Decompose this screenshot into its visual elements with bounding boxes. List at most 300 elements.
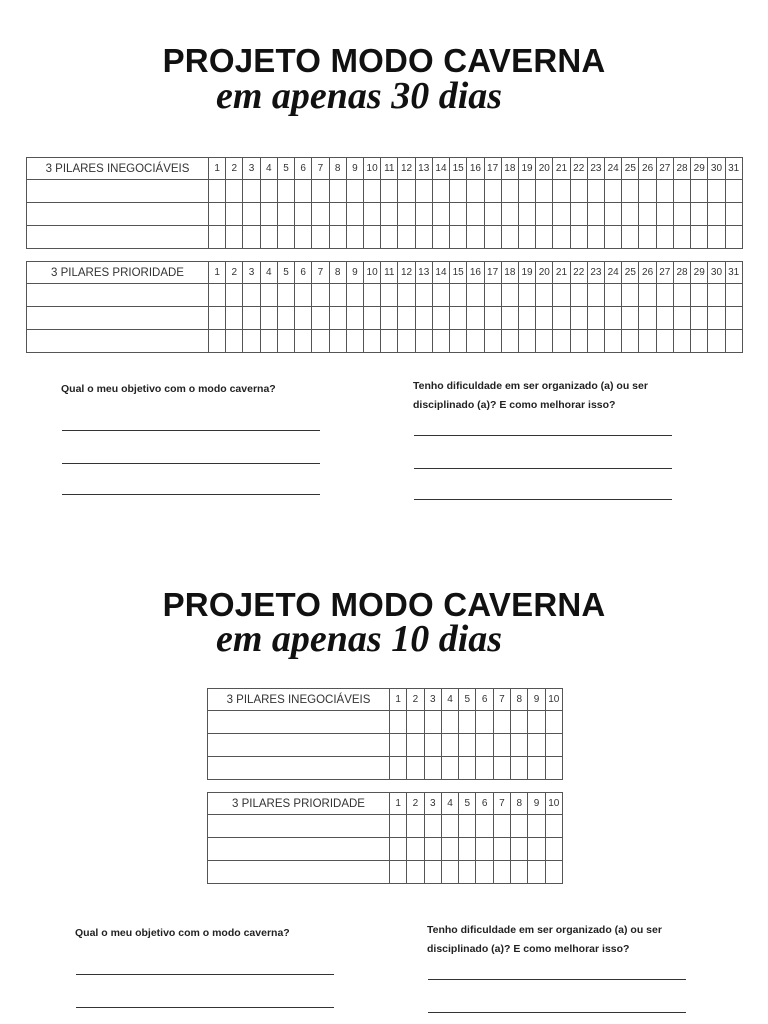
day-checkbox-cell[interactable]	[570, 203, 587, 226]
day-checkbox-cell[interactable]	[501, 203, 518, 226]
day-checkbox-cell[interactable]	[476, 838, 493, 861]
day-checkbox-cell[interactable]	[329, 203, 346, 226]
day-checkbox-cell[interactable]	[528, 815, 545, 838]
day-checkbox-cell[interactable]	[545, 861, 562, 884]
day-checkbox-cell[interactable]	[209, 307, 226, 330]
day-checkbox-cell[interactable]	[467, 307, 484, 330]
day-checkbox-cell[interactable]	[518, 180, 535, 203]
day-number-header: 6	[295, 262, 312, 284]
day-number-header: 3	[424, 689, 441, 711]
day-checkbox-cell[interactable]	[441, 757, 458, 780]
day-checkbox-cell[interactable]	[725, 307, 742, 330]
day-checkbox-cell[interactable]	[708, 180, 725, 203]
day-checkbox-cell[interactable]	[518, 226, 535, 249]
day-checkbox-cell[interactable]	[450, 226, 467, 249]
day-checkbox-cell[interactable]	[260, 330, 277, 353]
day-checkbox-cell[interactable]	[277, 330, 294, 353]
day-checkbox-cell[interactable]	[295, 330, 312, 353]
day-checkbox-cell[interactable]	[622, 284, 639, 307]
day-checkbox-cell[interactable]	[329, 180, 346, 203]
day-checkbox-cell[interactable]	[363, 330, 380, 353]
day-checkbox-cell[interactable]	[312, 307, 329, 330]
day-checkbox-cell[interactable]	[570, 284, 587, 307]
day-checkbox-cell[interactable]	[209, 203, 226, 226]
day-checkbox-cell[interactable]	[329, 307, 346, 330]
day-checkbox-cell[interactable]	[553, 180, 570, 203]
day-checkbox-cell[interactable]	[407, 757, 424, 780]
day-checkbox-cell[interactable]	[605, 203, 622, 226]
day-checkbox-cell[interactable]	[450, 307, 467, 330]
day-checkbox-cell[interactable]	[708, 330, 725, 353]
day-number-header: 2	[407, 793, 424, 815]
day-checkbox-cell[interactable]	[432, 226, 449, 249]
day-checkbox-cell[interactable]	[536, 307, 553, 330]
day-checkbox-cell[interactable]	[260, 226, 277, 249]
day-checkbox-cell[interactable]	[450, 284, 467, 307]
day-checkbox-cell[interactable]	[346, 226, 363, 249]
day-checkbox-cell[interactable]	[511, 861, 528, 884]
day-checkbox-cell[interactable]	[398, 226, 415, 249]
pillar-name-cell[interactable]	[208, 757, 390, 780]
day-checkbox-cell[interactable]	[691, 307, 708, 330]
day-checkbox-cell[interactable]	[484, 307, 501, 330]
day-checkbox-cell[interactable]	[553, 203, 570, 226]
day-checkbox-cell[interactable]	[673, 307, 690, 330]
day-checkbox-cell[interactable]	[329, 226, 346, 249]
day-number-header: 8	[511, 793, 528, 815]
day-checkbox-cell[interactable]	[725, 226, 742, 249]
day-checkbox-cell[interactable]	[226, 203, 243, 226]
day-checkbox-cell[interactable]	[691, 330, 708, 353]
tracker-table-inegociaveis-10	[207, 688, 563, 780]
day-checkbox-cell[interactable]	[725, 180, 742, 203]
pillar-name-cell[interactable]	[27, 330, 209, 353]
day-checkbox-cell[interactable]	[484, 284, 501, 307]
day-number-header: 3	[424, 793, 441, 815]
day-checkbox-cell[interactable]	[476, 711, 493, 734]
day-number-header: 2	[226, 262, 243, 284]
day-checkbox-cell[interactable]	[312, 226, 329, 249]
day-checkbox-cell[interactable]	[476, 815, 493, 838]
day-checkbox-cell[interactable]	[450, 180, 467, 203]
day-checkbox-cell[interactable]	[346, 307, 363, 330]
day-checkbox-cell[interactable]	[390, 757, 407, 780]
day-checkbox-cell[interactable]	[295, 203, 312, 226]
day-checkbox-cell[interactable]	[329, 284, 346, 307]
day-checkbox-cell[interactable]	[459, 711, 476, 734]
day-checkbox-cell[interactable]	[407, 734, 424, 757]
day-checkbox-cell[interactable]	[407, 711, 424, 734]
day-number-header: 23	[587, 158, 604, 180]
day-checkbox-cell[interactable]	[536, 330, 553, 353]
day-checkbox-cell[interactable]	[587, 226, 604, 249]
answer-line[interactable]	[76, 1007, 334, 1008]
day-checkbox-cell[interactable]	[545, 734, 562, 757]
day-checkbox-cell[interactable]	[260, 307, 277, 330]
day-checkbox-cell[interactable]	[536, 284, 553, 307]
day-checkbox-cell[interactable]	[476, 734, 493, 757]
day-checkbox-cell[interactable]	[605, 226, 622, 249]
day-checkbox-cell[interactable]	[673, 203, 690, 226]
day-checkbox-cell[interactable]	[656, 330, 673, 353]
pillar-name-cell[interactable]	[208, 711, 390, 734]
day-checkbox-cell[interactable]	[536, 180, 553, 203]
day-number-header: 21	[553, 262, 570, 284]
day-checkbox-cell[interactable]	[243, 330, 260, 353]
pillar-name-cell[interactable]	[208, 838, 390, 861]
day-checkbox-cell[interactable]	[209, 284, 226, 307]
day-checkbox-cell[interactable]	[493, 734, 510, 757]
day-checkbox-cell[interactable]	[691, 203, 708, 226]
day-checkbox-cell[interactable]	[277, 284, 294, 307]
day-checkbox-cell[interactable]	[484, 203, 501, 226]
day-checkbox-cell[interactable]	[605, 330, 622, 353]
day-checkbox-cell[interactable]	[441, 815, 458, 838]
day-checkbox-cell[interactable]	[381, 284, 398, 307]
day-number-header: 5	[277, 262, 294, 284]
day-checkbox-cell[interactable]	[295, 226, 312, 249]
day-checkbox-cell[interactable]	[467, 284, 484, 307]
day-checkbox-cell[interactable]	[407, 815, 424, 838]
day-checkbox-cell[interactable]	[260, 284, 277, 307]
day-checkbox-cell[interactable]	[536, 203, 553, 226]
day-number-header: 5	[459, 793, 476, 815]
day-number-header: 17	[484, 262, 501, 284]
day-checkbox-cell[interactable]	[553, 284, 570, 307]
day-checkbox-cell[interactable]	[432, 330, 449, 353]
day-checkbox-cell[interactable]	[553, 307, 570, 330]
pillar-name-cell[interactable]	[27, 284, 209, 307]
day-checkbox-cell[interactable]	[398, 330, 415, 353]
day-checkbox-cell[interactable]	[639, 284, 656, 307]
day-checkbox-cell[interactable]	[295, 284, 312, 307]
day-checkbox-cell[interactable]	[459, 861, 476, 884]
day-checkbox-cell[interactable]	[260, 203, 277, 226]
day-checkbox-cell[interactable]	[441, 838, 458, 861]
day-checkbox-cell[interactable]	[501, 180, 518, 203]
day-checkbox-cell[interactable]	[226, 226, 243, 249]
day-checkbox-cell[interactable]	[363, 203, 380, 226]
answer-line[interactable]	[62, 494, 320, 495]
day-checkbox-cell[interactable]	[415, 203, 432, 226]
day-number-header: 9	[528, 689, 545, 711]
day-checkbox-cell[interactable]	[528, 734, 545, 757]
day-checkbox-cell[interactable]	[639, 180, 656, 203]
day-checkbox-cell[interactable]	[501, 307, 518, 330]
day-checkbox-cell[interactable]	[467, 203, 484, 226]
day-checkbox-cell[interactable]	[570, 330, 587, 353]
day-checkbox-cell[interactable]	[622, 203, 639, 226]
day-checkbox-cell[interactable]	[363, 226, 380, 249]
day-checkbox-cell[interactable]	[673, 226, 690, 249]
day-checkbox-cell[interactable]	[459, 734, 476, 757]
day-checkbox-cell[interactable]	[691, 180, 708, 203]
day-checkbox-cell[interactable]	[424, 861, 441, 884]
day-checkbox-cell[interactable]	[415, 284, 432, 307]
day-checkbox-cell[interactable]	[295, 307, 312, 330]
day-checkbox-cell[interactable]	[277, 203, 294, 226]
day-checkbox-cell[interactable]	[528, 861, 545, 884]
day-checkbox-cell[interactable]	[407, 838, 424, 861]
day-checkbox-cell[interactable]	[441, 861, 458, 884]
tracker-table-prioridade-30	[26, 261, 743, 353]
pillar-name-cell[interactable]	[27, 203, 209, 226]
day-checkbox-cell[interactable]	[415, 180, 432, 203]
day-checkbox-cell[interactable]	[226, 180, 243, 203]
day-checkbox-cell[interactable]	[390, 838, 407, 861]
day-checkbox-cell[interactable]	[536, 226, 553, 249]
day-checkbox-cell[interactable]	[346, 203, 363, 226]
day-checkbox-cell[interactable]	[511, 711, 528, 734]
day-checkbox-cell[interactable]	[639, 330, 656, 353]
table-row	[27, 330, 743, 353]
day-checkbox-cell[interactable]	[493, 757, 510, 780]
day-checkbox-cell[interactable]	[363, 307, 380, 330]
day-checkbox-cell[interactable]	[467, 330, 484, 353]
day-checkbox-cell[interactable]	[691, 226, 708, 249]
day-checkbox-cell[interactable]	[673, 284, 690, 307]
day-number-header: 14	[432, 262, 449, 284]
day-checkbox-cell[interactable]	[725, 284, 742, 307]
day-checkbox-cell[interactable]	[493, 838, 510, 861]
day-checkbox-cell[interactable]	[656, 284, 673, 307]
day-checkbox-cell[interactable]	[511, 815, 528, 838]
day-checkbox-cell[interactable]	[363, 284, 380, 307]
day-checkbox-cell[interactable]	[656, 203, 673, 226]
day-checkbox-cell[interactable]	[432, 284, 449, 307]
pillar-name-cell[interactable]	[208, 734, 390, 757]
day-checkbox-cell[interactable]	[407, 861, 424, 884]
day-checkbox-cell[interactable]	[545, 757, 562, 780]
day-checkbox-cell[interactable]	[390, 711, 407, 734]
day-checkbox-cell[interactable]	[209, 226, 226, 249]
day-checkbox-cell[interactable]	[484, 180, 501, 203]
day-checkbox-cell[interactable]	[476, 861, 493, 884]
day-checkbox-cell[interactable]	[587, 203, 604, 226]
day-checkbox-cell[interactable]	[277, 226, 294, 249]
day-checkbox-cell[interactable]	[501, 330, 518, 353]
day-checkbox-cell[interactable]	[346, 180, 363, 203]
day-checkbox-cell[interactable]	[441, 711, 458, 734]
day-checkbox-cell[interactable]	[329, 330, 346, 353]
day-checkbox-cell[interactable]	[277, 307, 294, 330]
day-checkbox-cell[interactable]	[312, 284, 329, 307]
day-checkbox-cell[interactable]	[424, 757, 441, 780]
day-checkbox-cell[interactable]	[622, 180, 639, 203]
day-checkbox-cell[interactable]	[476, 757, 493, 780]
day-checkbox-cell[interactable]	[459, 757, 476, 780]
day-checkbox-cell[interactable]	[415, 330, 432, 353]
answer-line[interactable]	[62, 430, 320, 431]
day-checkbox-cell[interactable]	[511, 838, 528, 861]
day-checkbox-cell[interactable]	[518, 330, 535, 353]
day-checkbox-cell[interactable]	[708, 307, 725, 330]
day-checkbox-cell[interactable]	[243, 226, 260, 249]
day-checkbox-cell[interactable]	[725, 330, 742, 353]
day-checkbox-cell[interactable]	[398, 203, 415, 226]
answer-line[interactable]	[414, 435, 672, 436]
day-checkbox-cell[interactable]	[450, 203, 467, 226]
day-checkbox-cell[interactable]	[605, 284, 622, 307]
day-checkbox-cell[interactable]	[570, 180, 587, 203]
day-checkbox-cell[interactable]	[673, 180, 690, 203]
pillar-name-cell[interactable]	[208, 861, 390, 884]
day-checkbox-cell[interactable]	[528, 757, 545, 780]
day-checkbox-cell[interactable]	[424, 711, 441, 734]
day-checkbox-cell[interactable]	[450, 330, 467, 353]
day-checkbox-cell[interactable]	[381, 226, 398, 249]
day-checkbox-cell[interactable]	[209, 330, 226, 353]
day-checkbox-cell[interactable]	[390, 815, 407, 838]
day-checkbox-cell[interactable]	[209, 180, 226, 203]
day-number-header: 17	[484, 158, 501, 180]
day-checkbox-cell[interactable]	[424, 815, 441, 838]
day-checkbox-cell[interactable]	[518, 284, 535, 307]
day-number-header: 4	[441, 793, 458, 815]
day-checkbox-cell[interactable]	[346, 284, 363, 307]
page-title-30: PROJETO MODO CAVERNA	[162, 42, 606, 79]
day-number-header: 15	[450, 158, 467, 180]
day-number-header: 3	[243, 158, 260, 180]
day-checkbox-cell[interactable]	[424, 734, 441, 757]
day-checkbox-cell[interactable]	[467, 226, 484, 249]
day-number-header: 27	[656, 262, 673, 284]
day-checkbox-cell[interactable]	[226, 307, 243, 330]
day-checkbox-cell[interactable]	[493, 815, 510, 838]
day-checkbox-cell[interactable]	[528, 838, 545, 861]
day-checkbox-cell[interactable]	[415, 226, 432, 249]
day-checkbox-cell[interactable]	[432, 180, 449, 203]
day-checkbox-cell[interactable]	[518, 307, 535, 330]
day-checkbox-cell[interactable]	[226, 330, 243, 353]
day-checkbox-cell[interactable]	[226, 284, 243, 307]
day-number-header: 7	[312, 262, 329, 284]
day-checkbox-cell[interactable]	[622, 226, 639, 249]
day-checkbox-cell[interactable]	[243, 284, 260, 307]
answer-line[interactable]	[428, 1012, 686, 1013]
day-checkbox-cell[interactable]	[708, 203, 725, 226]
answer-line[interactable]	[428, 979, 686, 980]
question-objective-30: Qual o meu objetivo com o modo caverna?	[61, 383, 276, 395]
day-checkbox-cell[interactable]	[312, 203, 329, 226]
day-checkbox-cell[interactable]	[673, 330, 690, 353]
day-checkbox-cell[interactable]	[587, 307, 604, 330]
day-checkbox-cell[interactable]	[381, 180, 398, 203]
day-checkbox-cell[interactable]	[243, 307, 260, 330]
day-checkbox-cell[interactable]	[511, 734, 528, 757]
day-checkbox-cell[interactable]	[398, 284, 415, 307]
day-checkbox-cell[interactable]	[553, 330, 570, 353]
day-checkbox-cell[interactable]	[545, 838, 562, 861]
day-number-header: 28	[673, 262, 690, 284]
day-checkbox-cell[interactable]	[501, 226, 518, 249]
day-checkbox-cell[interactable]	[312, 180, 329, 203]
day-checkbox-cell[interactable]	[390, 734, 407, 757]
day-checkbox-cell[interactable]	[260, 180, 277, 203]
day-checkbox-cell[interactable]	[501, 284, 518, 307]
answer-line[interactable]	[76, 974, 334, 975]
day-checkbox-cell[interactable]	[277, 180, 294, 203]
day-checkbox-cell[interactable]	[708, 284, 725, 307]
day-checkbox-cell[interactable]	[415, 307, 432, 330]
day-checkbox-cell[interactable]	[587, 330, 604, 353]
day-number-header: 26	[639, 158, 656, 180]
day-checkbox-cell[interactable]	[622, 330, 639, 353]
day-checkbox-cell[interactable]	[398, 180, 415, 203]
day-checkbox-cell[interactable]	[553, 226, 570, 249]
day-number-header: 4	[441, 689, 458, 711]
day-checkbox-cell[interactable]	[398, 307, 415, 330]
day-checkbox-cell[interactable]	[605, 307, 622, 330]
day-checkbox-cell[interactable]	[459, 815, 476, 838]
day-checkbox-cell[interactable]	[725, 203, 742, 226]
day-checkbox-cell[interactable]	[243, 180, 260, 203]
day-checkbox-cell[interactable]	[587, 284, 604, 307]
day-checkbox-cell[interactable]	[312, 330, 329, 353]
answer-line[interactable]	[414, 499, 672, 500]
day-checkbox-cell[interactable]	[511, 757, 528, 780]
day-checkbox-cell[interactable]	[639, 203, 656, 226]
day-checkbox-cell[interactable]	[605, 180, 622, 203]
day-checkbox-cell[interactable]	[381, 203, 398, 226]
day-checkbox-cell[interactable]	[441, 734, 458, 757]
day-checkbox-cell[interactable]	[432, 203, 449, 226]
pillar-name-cell[interactable]	[208, 815, 390, 838]
day-checkbox-cell[interactable]	[493, 711, 510, 734]
pillar-name-cell[interactable]	[27, 180, 209, 203]
pillar-name-cell[interactable]	[27, 307, 209, 330]
day-checkbox-cell[interactable]	[493, 861, 510, 884]
day-checkbox-cell[interactable]	[639, 307, 656, 330]
day-checkbox-cell[interactable]	[381, 330, 398, 353]
day-number-header: 27	[656, 158, 673, 180]
day-checkbox-cell[interactable]	[528, 711, 545, 734]
day-checkbox-cell[interactable]	[381, 307, 398, 330]
day-checkbox-cell[interactable]	[518, 203, 535, 226]
day-checkbox-cell[interactable]	[622, 307, 639, 330]
day-checkbox-cell[interactable]	[459, 838, 476, 861]
day-checkbox-cell[interactable]	[243, 203, 260, 226]
day-checkbox-cell[interactable]	[346, 330, 363, 353]
day-checkbox-cell[interactable]	[570, 307, 587, 330]
answer-line[interactable]	[414, 468, 672, 469]
day-checkbox-cell[interactable]	[570, 226, 587, 249]
subtitle-30: em apenas 30 dias	[216, 75, 503, 117]
answer-line[interactable]	[62, 463, 320, 464]
day-number-header: 1	[209, 262, 226, 284]
day-checkbox-cell[interactable]	[587, 180, 604, 203]
day-checkbox-cell[interactable]	[484, 226, 501, 249]
day-checkbox-cell[interactable]	[484, 330, 501, 353]
tracker-table-inegociaveis-30	[26, 157, 743, 249]
day-checkbox-cell[interactable]	[708, 226, 725, 249]
day-checkbox-cell[interactable]	[656, 226, 673, 249]
day-checkbox-cell[interactable]	[656, 307, 673, 330]
day-checkbox-cell[interactable]	[545, 815, 562, 838]
day-checkbox-cell[interactable]	[691, 284, 708, 307]
day-checkbox-cell[interactable]	[424, 838, 441, 861]
day-checkbox-cell[interactable]	[467, 180, 484, 203]
day-checkbox-cell[interactable]	[639, 226, 656, 249]
table-header-label: 3 PILARES PRIORIDADE	[208, 793, 390, 815]
day-checkbox-cell[interactable]	[363, 180, 380, 203]
pillar-name-cell[interactable]	[27, 226, 209, 249]
day-checkbox-cell[interactable]	[295, 180, 312, 203]
day-checkbox-cell[interactable]	[390, 861, 407, 884]
day-checkbox-cell[interactable]	[432, 307, 449, 330]
day-checkbox-cell[interactable]	[656, 180, 673, 203]
day-checkbox-cell[interactable]	[545, 711, 562, 734]
